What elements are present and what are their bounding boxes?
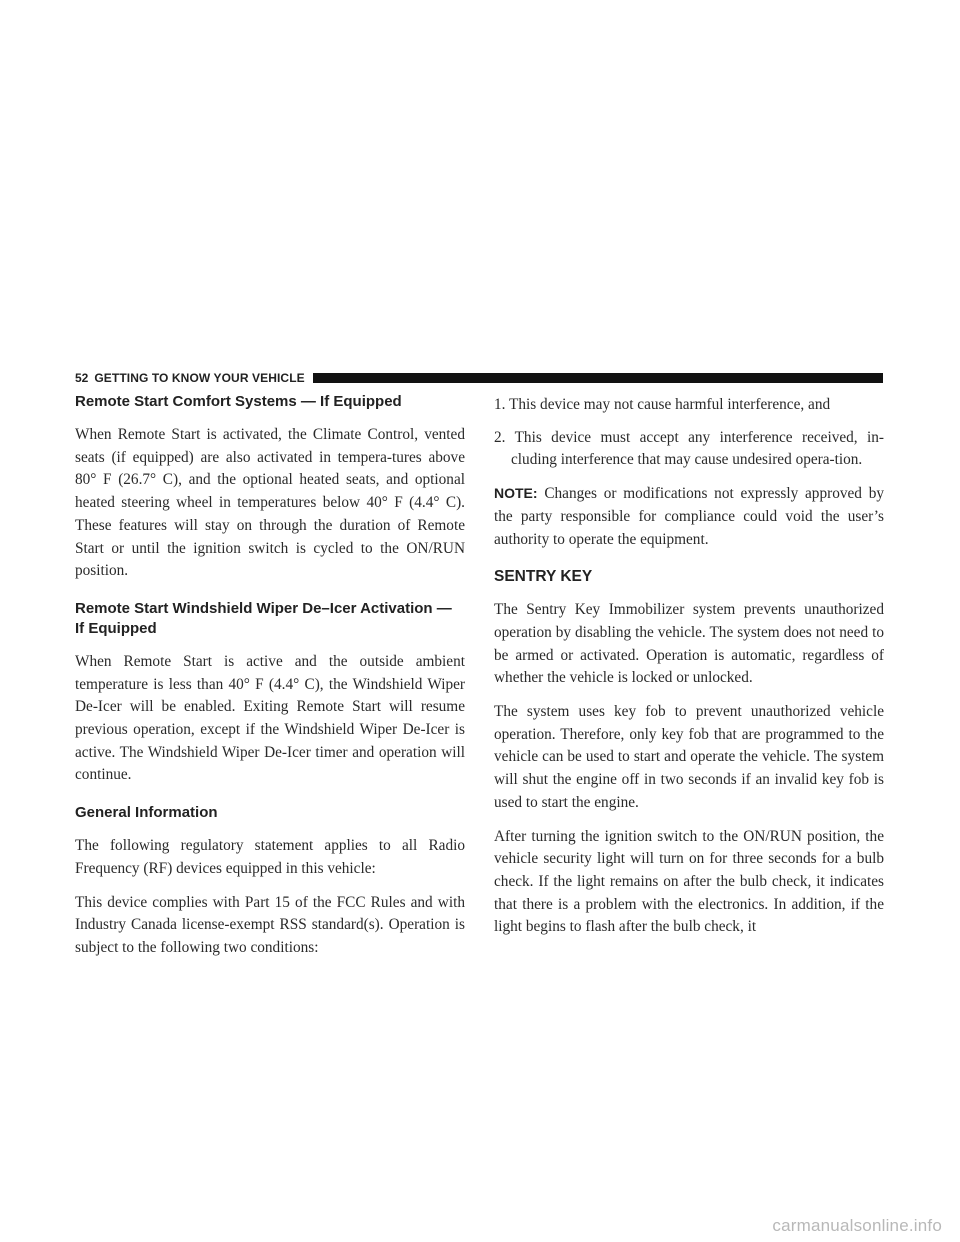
right-column — [494, 392, 884, 950]
left-column — [75, 392, 465, 971]
note-label: NOTE: — [494, 485, 538, 502]
paragraph-general-2: This device complies with Part 15 of the FCC Rules and with Industry Canada license-exempt RSS standard(s). Operation is subject to the following two conditions: — [75, 893, 465, 956]
note-paragraph — [494, 482, 884, 551]
page-number: 52 — [75, 371, 89, 385]
note-text: Changes or modifications not expressly approved by the party responsible for compliance could void the user’s authority to operate the equipment. — [494, 485, 884, 548]
paragraph-comfort-systems: When Remote Start is activated, the Climate Control, vented seats (if equipped) are also activated in tempera-tures above 80° F (26.7° C), and the optional heated seats, and optional heated steering wheel in temperatures below 40° F (4.4° C). These features will stay on through the duration of Remote Start or until the ignition switch is cycled to the ON/RUN position. — [75, 426, 465, 580]
paragraph-sentry-3: After turning the ignition switch to the ON/RUN position, the vehicle security light will turn on for three seconds for a bulb check. If the light remains on after the bulb check, it indicates that there is a problem with the electronics. In addition, if the light begins to flash after the bulb check, it — [494, 827, 884, 936]
paragraph-sentry-1: The Sentry Key Immobilizer system prevents unauthorized operation by disabling the vehicle. The system does not need to be armed or activated. Operation is automatic, regardless of whether the vehicle is locked or unlocked. — [494, 601, 884, 687]
heading-wiper-deicer: Remote Start Windshield Wiper De–Icer Activation — If Equipped — [75, 599, 452, 637]
header-rule — [313, 373, 883, 383]
heading-general-information: General Information — [75, 804, 218, 822]
paragraph-general-1: The following regulatory statement applies to all Radio Frequency (RF) devices equipped in this vehicle: — [75, 837, 465, 877]
paragraph-sentry-2: The system uses key fob to prevent unauthorized vehicle operation. Therefore, only key fob that are programmed to the vehicle can be used to start and operate the vehicle. The system will shut the engine off in two seconds if an invalid key fob is used to start the engine. — [494, 703, 884, 811]
watermark-link[interactable]: carmanualsonline.info — [772, 1216, 942, 1235]
section-title: GETTING TO KNOW YOUR VEHICLE — [94, 371, 305, 385]
paragraph-wiper-deicer: When Remote Start is active and the outside ambient temperature is less than 40° F (4.4° C), the Windshield Wiper De-Icer will be enabled. Exiting Remote Start will resume previous operation, except if the Windshield Wiper De-Icer is active. The Windshield Wiper De-Icer timer and operation will continue. — [75, 652, 465, 784]
list-item: 2. This device must accept any interference received, in-cluding interference that may cause undesired opera-tion. — [494, 428, 884, 469]
heading-comfort-systems: Remote Start Comfort Systems — If Equipped — [75, 393, 402, 410]
list-item: 1. This device may not cause harmful interference, and — [494, 396, 831, 413]
heading-sentry-key: SENTRY KEY — [494, 568, 593, 586]
page-header — [75, 370, 883, 386]
